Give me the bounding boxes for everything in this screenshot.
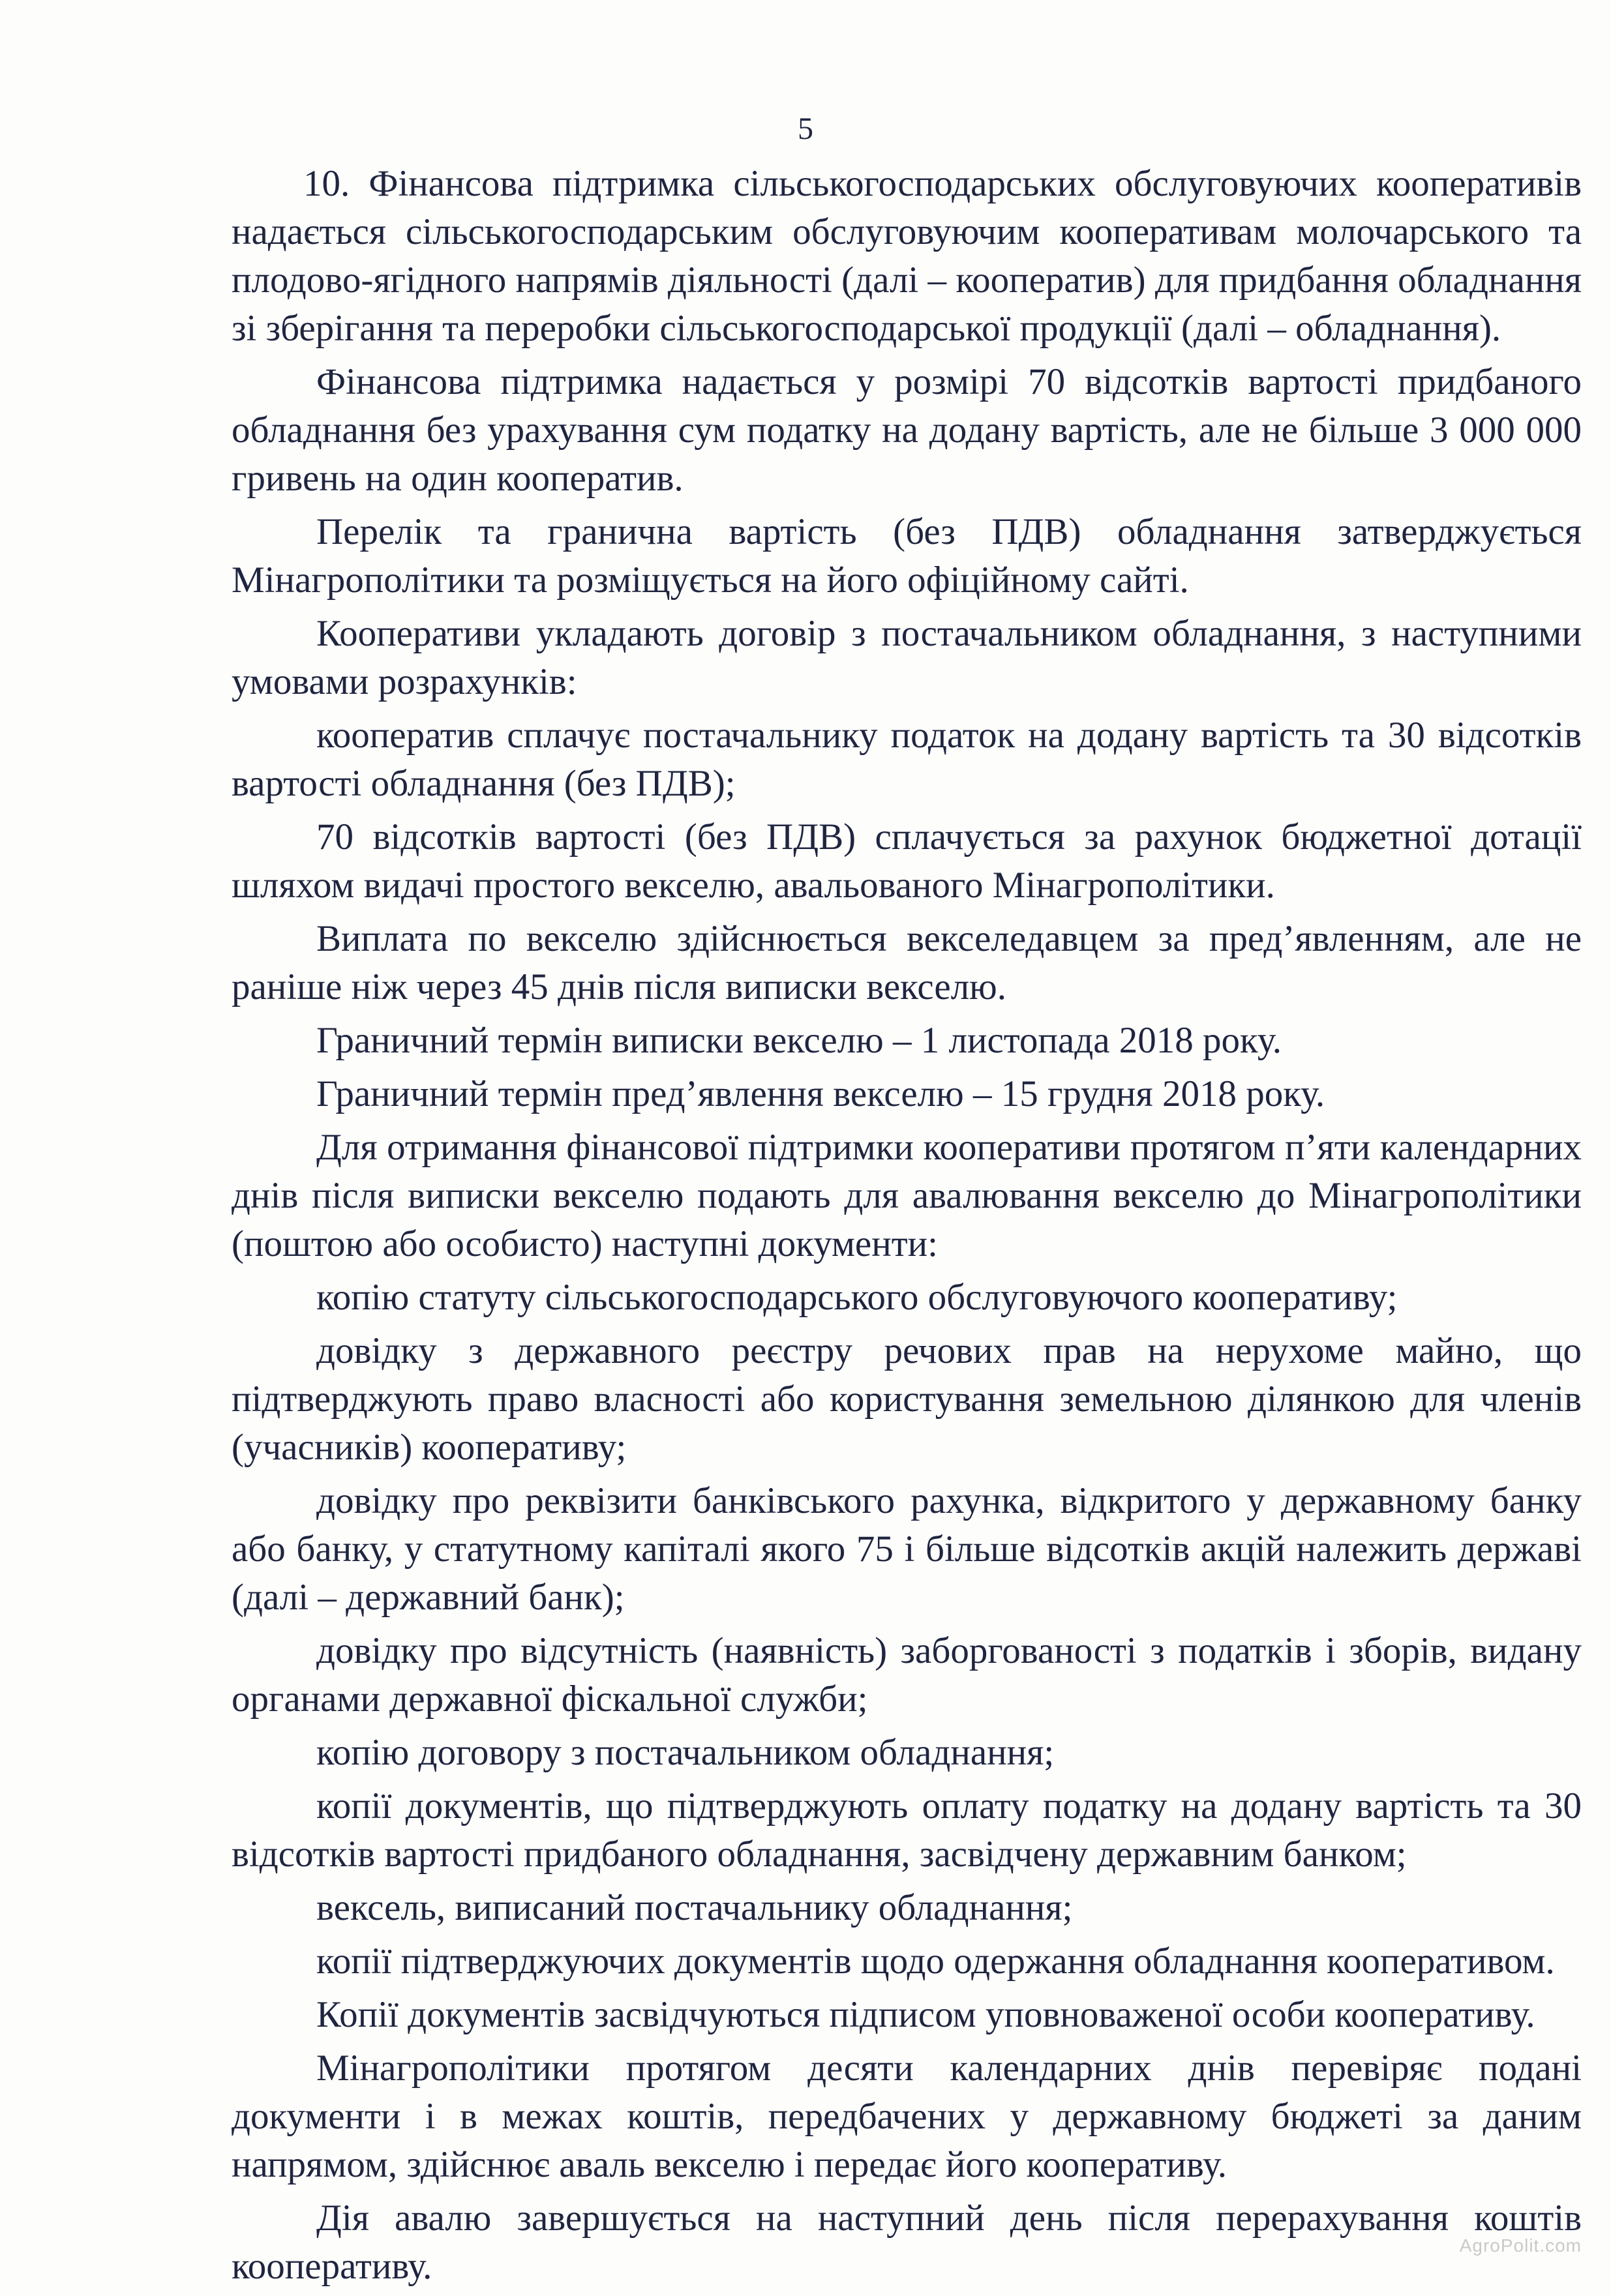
paragraph-aval-expiry: Дія авалю завершується на наступний день після перерахування коштів кооперативу. bbox=[232, 2198, 1582, 2287]
watermark-logo: AgroPolit.com bbox=[1459, 2235, 1582, 2256]
paragraph-bill-payment: Виплата по векселю здійснюється векселедавцем за пред’явленням, але не раніше ніж через 45 днів після виписки векселю. bbox=[232, 918, 1582, 1007]
list-item-payment-documents: копії документів, що підтверджують оплату податку на додану вартість та 30 відсотків вартості придбаного обладнання, засвідчену державним банком; bbox=[232, 1785, 1582, 1875]
paragraph-cooperative-pays: кооператив сплачує постачальнику податок на додану вартість та 30 відсотків вартості обладнання (без ПДВ); bbox=[232, 715, 1582, 804]
list-item-bank-details: довідку про реквізити банківського рахунка, відкритого у державному банку або банку, у статутному капіталі якого 75 і більше відсотків акцій належить державі (далі – державний банк); bbox=[232, 1480, 1582, 1618]
paragraph-10-intro: 10. Фінансова підтримка сільськогосподарських обслуговуючих кооперативів надається сільськогосподарським обслуговуючим кооперативам молочарського та плодово-ягідного напрямів діяльності (далі – кооператив) для придбання обладнання зі зберігання та переробки сільськогосподарської продукції (далі – обладнання). bbox=[232, 163, 1582, 349]
paragraph-issue-deadline: Граничний термін виписки векселю – 1 листопада 2018 року. bbox=[316, 1020, 1282, 1061]
paragraph-budget-subsidy: 70 відсотків вартості (без ПДВ) сплачується за рахунок бюджетної дотації шляхом видачі простого векселю, авальованого Мінагрополітики. bbox=[232, 816, 1582, 906]
list-item-charter-copy: копію статуту сільськогосподарського обслуговуючого кооперативу; bbox=[316, 1277, 1398, 1318]
paragraph-equipment-list: Перелік та гранична вартість (без ПДВ) обладнання затверджується Мінагрополітики та розміщується на його офіційному сайті. bbox=[232, 511, 1582, 601]
list-item-receipt-documents: копії підтверджуючих документів щодо одержання обладнання кооперативом. bbox=[316, 1941, 1555, 1982]
list-item-tax-debt-certificate: довідку про відсутність (наявність) заборгованості з податків і зборів, видану органами державної фіскальної служби; bbox=[232, 1630, 1582, 1720]
paragraph-ministry-review: Мінагрополітики протягом десяти календарних днів перевіряє подані документи і в межах коштів, передбачених у державному бюджеті за даним напрямом, здійснює аваль векселю і передає його кооперативу. bbox=[232, 2048, 1582, 2185]
paragraph-presentation-deadline: Граничний термін пред’явлення векселю – 15 грудня 2018 року. bbox=[316, 1073, 1325, 1114]
list-item-bill-of-exchange: вексель, виписаний постачальнику обладнання; bbox=[316, 1887, 1073, 1928]
paragraph-documents-intro: Для отримання фінансової підтримки кооперативи протягом п’яти календарних днів після виписки векселю подають для авалювання векселю до Мінагрополітики (поштою або особисто) наступні документи: bbox=[232, 1127, 1582, 1264]
paragraph-contract-terms: Кооперативи укладають договір з постачальником обладнання, з наступними умовами розрахунків: bbox=[232, 613, 1582, 702]
paragraph-support-amount: Фінансова підтримка надається у розмірі 70 відсотків вартості придбаного обладнання без урахування сум податку на додану вартість, але не більше 3 000 000 гривень на один кооператив. bbox=[232, 361, 1582, 499]
list-item-supplier-contract: копію договору з постачальником обладнання; bbox=[316, 1732, 1055, 1773]
list-item-registry-certificate: довідку з державного реєстру речових прав на нерухоме майно, що підтверджують право власності або користування земельною ділянкою для членів (учасників) кооперативу; bbox=[232, 1330, 1582, 1468]
page-number: 5 bbox=[798, 112, 813, 146]
paragraph-certification: Копії документів засвідчуються підписом уповноваженої особи кооперативу. bbox=[316, 1994, 1535, 2035]
document-body bbox=[232, 160, 1582, 2296]
